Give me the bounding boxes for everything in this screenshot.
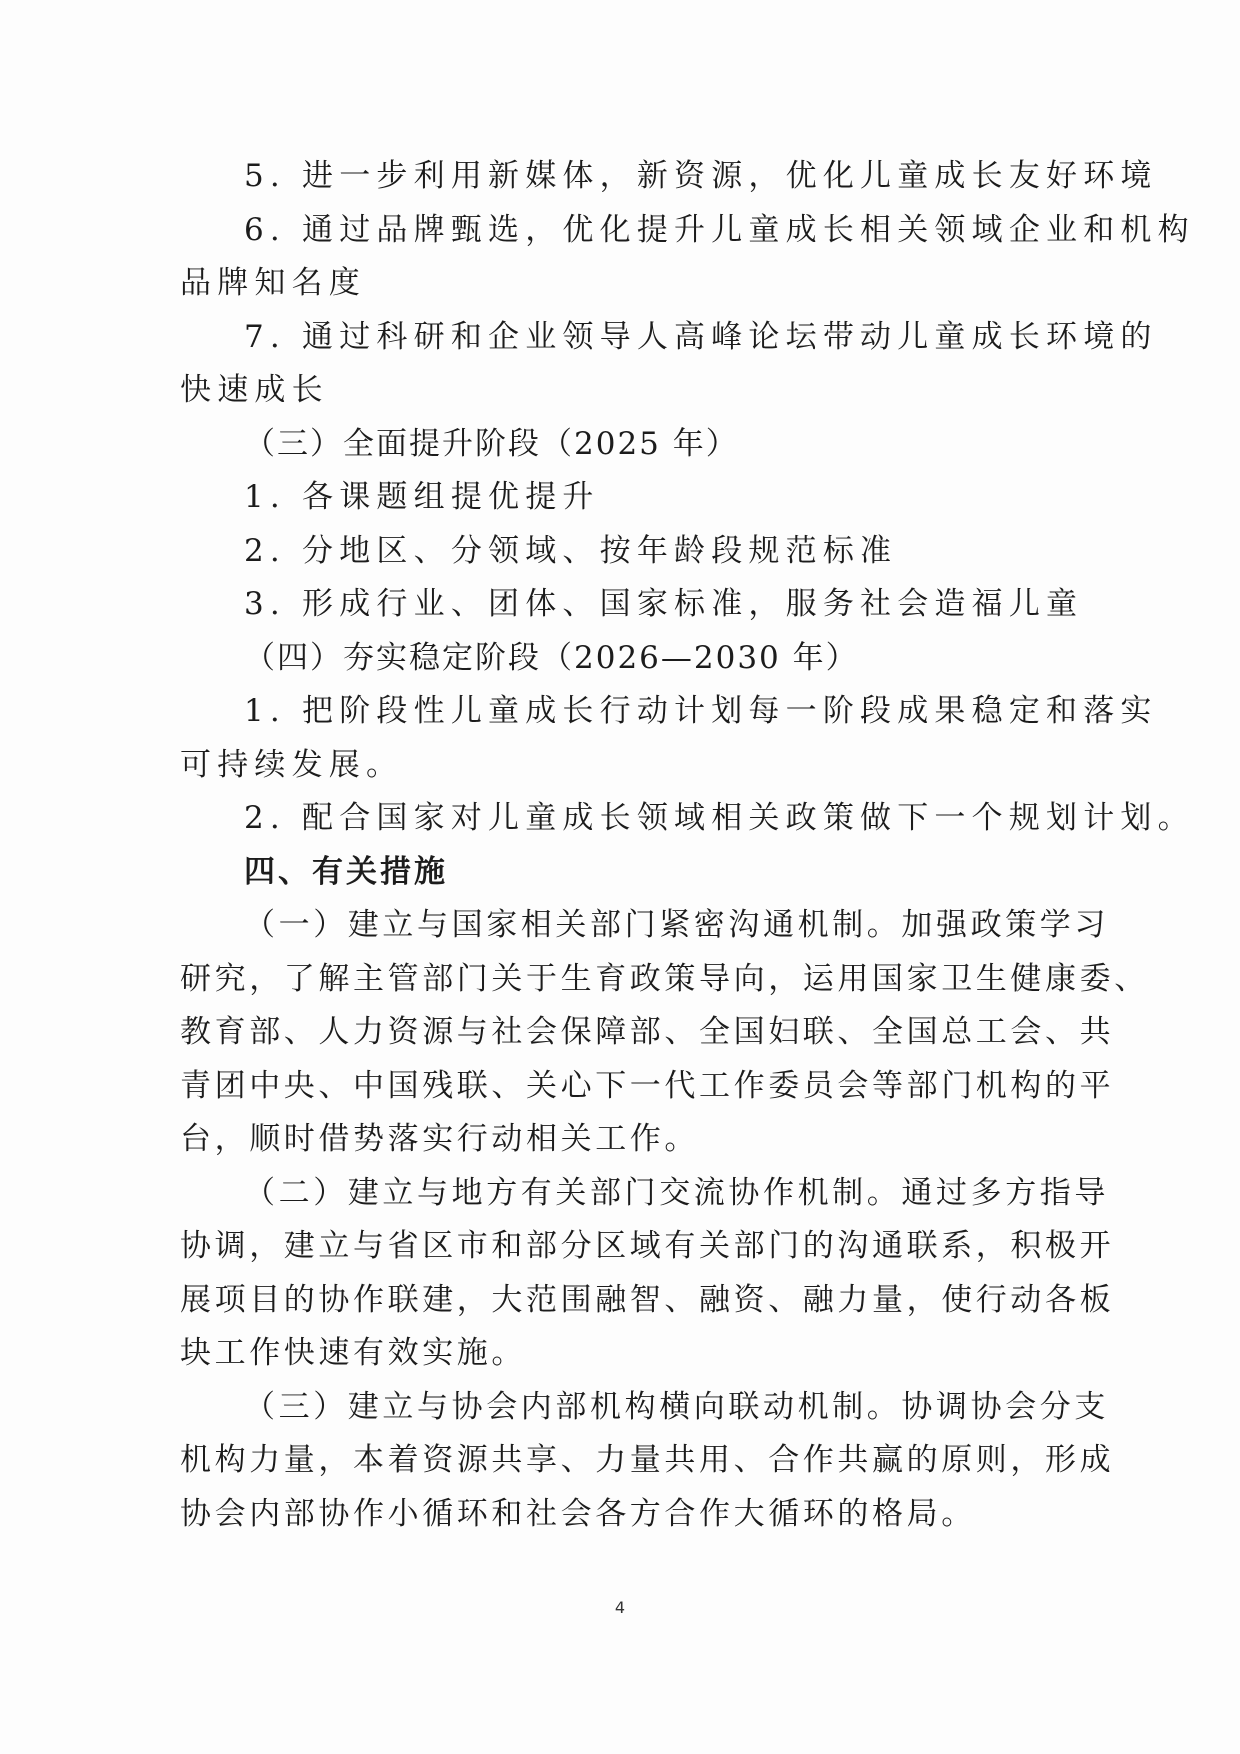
list-item-3: 3. 形成行业、团体、国家标准，服务社会造福儿童	[244, 586, 1084, 622]
section-heading-measures: 四、有关措施	[244, 853, 448, 890]
page-number: 4	[614, 1598, 626, 1617]
paragraph-line: （一）建立与国家相关部门紧密沟通机制。加强政策学习	[244, 907, 1109, 943]
paragraph-line: 机构力量，本着资源共享、力量共用、合作共赢的原则，形成	[180, 1442, 1115, 1478]
paragraph-line: 展项目的协作联建，大范围融智、融资、融力量，使行动各板	[180, 1281, 1115, 1318]
section-heading-stage-3: （三）全面提升阶段（2025 年）	[244, 425, 739, 462]
paragraph-line: 青团中央、中国残联、关心下一代工作委员会等部门机构的平	[180, 1067, 1115, 1104]
paragraph-line: 教育部、人力资源与社会保障部、全国妇联、全国总工会、共	[180, 1014, 1115, 1050]
list-item-5: 5. 进一步利用新媒体，新资源，优化儿童成长友好环境	[244, 158, 1158, 194]
paragraph-line: （三）建立与协会内部机构横向联动机制。协调协会分支	[244, 1388, 1109, 1425]
list-item-7-continuation: 快速成长	[180, 372, 329, 408]
paragraph-line: 台，顺时借势落实行动相关工作。	[180, 1121, 699, 1157]
section-heading-stage-4: （四）夯实稳定阶段（2026—2030 年）	[244, 639, 859, 676]
list-item-1-continuation: 可持续发展。	[180, 746, 404, 783]
list-item-6-continuation: 品牌知名度	[180, 265, 366, 301]
paragraph-line: 块工作快速有效实施。	[180, 1335, 526, 1371]
paragraph-line: 研究，了解主管部门关于生育政策导向，运用国家卫生健康委、	[180, 960, 1149, 997]
list-item-6: 6. 通过品牌甄选，优化提升儿童成长相关领域企业和机构	[244, 211, 1195, 248]
list-item-1: 1. 把阶段性儿童成长行动计划每一阶段成果稳定和落实	[244, 693, 1158, 729]
list-item-2: 2. 配合国家对儿童成长领域相关政策做下一个规划计划。	[244, 800, 1195, 836]
paragraph-line: 协调，建立与省区市和部分区域有关部门的沟通联系，积极开	[180, 1228, 1115, 1264]
list-item-7: 7. 通过科研和企业领导人高峰论坛带动儿童成长环境的	[244, 318, 1158, 355]
paragraph-line: （二）建立与地方有关部门交流协作机制。通过多方指导	[244, 1174, 1109, 1211]
list-item-2: 2. 分地区、分领域、按年龄段规范标准	[244, 532, 898, 569]
document-body	[180, 150, 1195, 1541]
paragraph-line: 协会内部协作小循环和社会各方合作大循环的格局。	[180, 1495, 976, 1532]
list-item-1: 1. 各课题组提优提升	[244, 479, 600, 515]
